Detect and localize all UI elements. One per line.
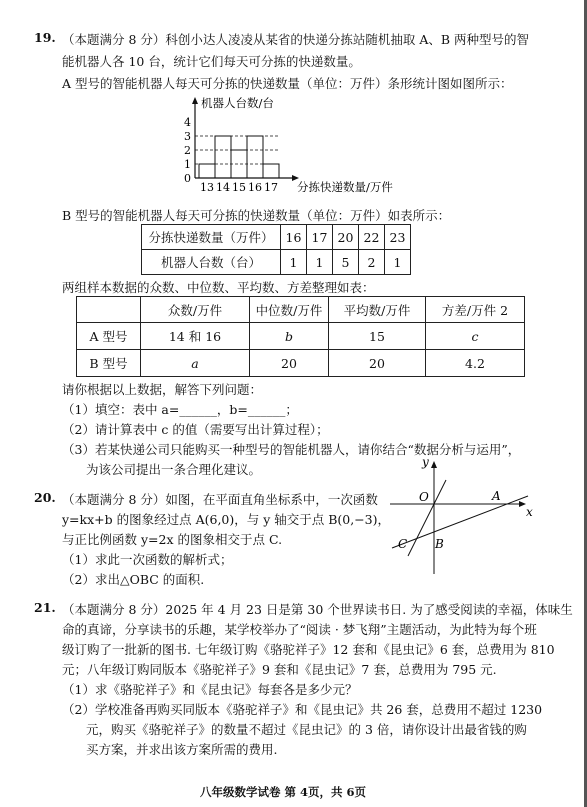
fig-point-c: C	[398, 537, 408, 551]
b-table-cell: 1	[281, 250, 307, 275]
q19-line1: （本题满分 8 分）科创小达人凌凌从某省的快递分拣站随机抽取 A、B 两种型号的智	[62, 32, 530, 47]
q21-part2-c: 买方案，并求出该方案所需的费用.	[86, 742, 278, 757]
b-table-header-label: 分拣快递数量（万件）	[142, 225, 281, 250]
b-table-cell: 17	[307, 225, 333, 250]
x-tick-label: 14	[216, 181, 230, 194]
q20-line3: 与正比例函数 y=2x 的图象相交于点 C.	[62, 532, 283, 547]
q20-line2: y=kx+b 的图象经过点 A(6,0)，与 y 轴交于点 B(0,−3)，	[62, 512, 391, 527]
bar-13	[199, 164, 215, 178]
stats-cell: 14 和 16	[141, 323, 250, 350]
q20-number: 20.	[34, 490, 56, 505]
b-table-row-label: 机器人台数（台）	[142, 250, 281, 275]
q19-a-intro: A 型号的智能机器人每天可分拣的快递数量（单位：万件）条形统计图如图所示：	[62, 76, 513, 91]
stats-header-mean: 平均数/万件	[329, 297, 426, 323]
y-tick-label: 0	[184, 172, 191, 185]
stats-table	[76, 296, 525, 377]
stats-cell: a	[141, 350, 250, 377]
b-table-cell: 22	[359, 225, 385, 250]
q21-part1: （1）求《骆驼祥子》和《昆虫记》每套各是多少元？	[62, 682, 358, 697]
stats-corner	[77, 297, 141, 323]
b-table-cell: 2	[359, 250, 385, 275]
stats-cell: 4.2	[426, 350, 525, 377]
bar-17	[263, 164, 279, 178]
q19-part3-b: 为该公司提出一条合理化建议。	[86, 462, 262, 477]
b-table-cell: 1	[385, 250, 411, 275]
stats-row-a-label: A 型号	[77, 323, 141, 350]
a-type-bar-chart	[175, 95, 405, 199]
stats-row-b-label: B 型号	[77, 350, 141, 377]
b-table-cell: 23	[385, 225, 411, 250]
b-type-table	[141, 224, 411, 275]
stats-cell: 20	[329, 350, 426, 377]
q20-part2: （2）求出△OBC 的面积.	[62, 572, 205, 587]
stats-cell: c	[426, 323, 525, 350]
b-table-cell: 16	[281, 225, 307, 250]
b-table-cell: 1	[307, 250, 333, 275]
y-tick-label: 3	[184, 130, 191, 143]
q20-coordinate-figure	[388, 456, 538, 576]
q21-part2-a: （2）学校准备再购买同版本《骆驼祥子》和《昆虫记》共 26 套，总费用不超过 1230	[62, 702, 543, 717]
stats-cell: 20	[250, 350, 329, 377]
q19-part1: （1）填空：表中 a=______，b=______；	[62, 402, 298, 417]
q19-part2: （2）请计算表中 c 的值（需要写出计算过程）；	[62, 422, 329, 437]
page-footer: 八年级数学试卷 第 4页，共 6页	[200, 785, 367, 799]
q21-line4: 元；八年级订购同版本《骆驼祥子》9 套和《昆虫记》7 套，总费用为 795 元.	[62, 662, 497, 677]
x-tick-label: 13	[200, 181, 214, 194]
fig-y-label: y	[422, 456, 429, 469]
stats-header-variance: 方差/万件 2	[426, 297, 525, 323]
q19-part3-a: （3）若某快递公司只能购买一种型号的智能机器人，请你结合“数据分析与运用”，	[62, 442, 521, 457]
stats-header-mode: 众数/万件	[141, 297, 250, 323]
bar-14	[215, 136, 231, 178]
q21-line1: （本题满分 8 分）2025 年 4 月 23 日是第 30 个世界读书日. 为了感受阅读的幸福，体味生	[62, 602, 573, 617]
bar-16	[247, 136, 263, 178]
fig-point-a: A	[492, 489, 501, 503]
x-tick-label: 16	[248, 181, 262, 194]
q19-b-intro: B 型号的智能机器人每天可分拣的快递数量（单位：万件）如表所示：	[62, 208, 451, 223]
q19-number: 19.	[34, 30, 56, 45]
y-tick-label: 4	[184, 116, 191, 129]
x-tick-label: 17	[264, 181, 278, 194]
fig-point-o: O	[419, 490, 429, 504]
q21-line3: 级订购了一批新的图书. 七年级订购《骆驼祥子》12 套和《昆虫记》6 套，总费用为 810	[62, 642, 555, 657]
fig-point-b: B	[435, 537, 444, 551]
q19-ask: 请你根据以上数据，解答下列问题：	[62, 382, 263, 397]
q21-line2: 命的真谛，分享读书的乐趣，某学校举办了“阅读 · 梦飞翔”主题活动，为此特为每个班	[62, 622, 537, 637]
b-table-cell: 20	[333, 225, 359, 250]
q21-number: 21.	[34, 600, 56, 615]
q19-stats-intro: 两组样本数据的众数、中位数、平均数、方差整理如表：	[62, 280, 375, 295]
q20-line1: （本题满分 8 分）如图，在平面直角坐标系中，一次函数	[62, 492, 378, 507]
stats-header-median: 中位数/万件	[250, 297, 329, 323]
b-table-cell: 5	[333, 250, 359, 275]
bar-15	[231, 150, 247, 178]
stats-cell: 15	[329, 323, 426, 350]
stats-cell: b	[250, 323, 329, 350]
y-tick-label: 1	[184, 158, 191, 171]
x-tick-label: 15	[232, 181, 246, 194]
y-axis-label: 机器人台数/台	[201, 96, 274, 110]
q20-part1: （1）求此一次函数的解析式；	[62, 552, 233, 567]
q21-part2-b: 元，购买《骆驼祥子》的数量不超过《昆虫记》的 3 倍，请你设计出最省钱的购	[86, 722, 527, 737]
q19-line2: 能机器人各 10 台，统计它们每天可分拣的快递数量。	[62, 54, 361, 69]
y-tick-label: 2	[184, 144, 191, 157]
fig-x-label: x	[526, 505, 533, 519]
x-axis-label: 分拣快递数量/万件	[297, 180, 393, 194]
